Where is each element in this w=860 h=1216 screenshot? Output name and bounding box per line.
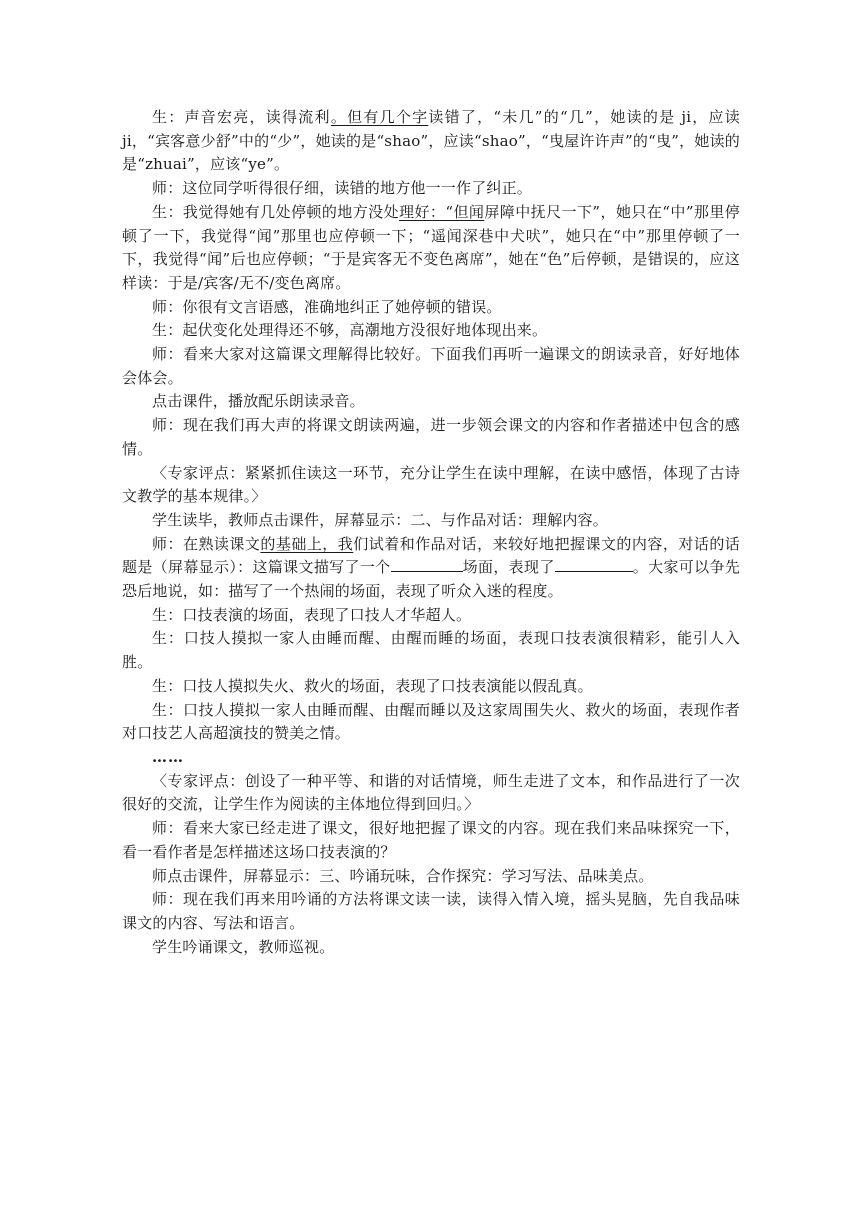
fill-in-blank [391, 556, 463, 572]
paragraph: 师：看来大家对这篇课文理解得比较好。下面我们再听一遍课文的朗读录音，好好地体会体会。 [122, 345, 740, 387]
underlined-text: 的基础上，我 [260, 534, 354, 553]
paragraph: 生：口技表演的场面，表现了口技人才华超人。 [152, 605, 472, 624]
text-run: 屏障中抚尺一下”，她只在“中”那里停顿了一下，我觉得“闻”那里也应停顿一下；“遥闻深巷中犬吠”，她只在“中”那里停顿了一下，我觉得“闻”后也应停顿；“于是宾客无不变色离席”，她在“色”后停顿，是错误的，应这样读：于是/宾客/无不/变色离席。 [122, 202, 741, 292]
text-run: 场面，表现了 [462, 558, 555, 577]
paragraph: 师：你很有文言语感，准确地纠正了她停顿的错误。 [152, 297, 502, 316]
paragraph-student-reading-errors [122, 106, 740, 177]
paragraph: 生：起伏变化处理得还不够，高潮地方没很好地体现出来。 [152, 321, 548, 340]
text-run: 们试着和作品对话，来较好地把握课文的内容，对话的话题是（屏幕显示）：这篇课文描写了一个 [122, 534, 740, 577]
paragraph-student-pause-errors [122, 201, 740, 296]
text-run: 读错了，“未几”的“几”，她读的是 ji，应读 ji，“宾客意少舒”中的“少”，她读的是“shao”，应读“shao”，“曳屋许许声”的“曳”，她读的是“zhuai”，应该“ye”。 [122, 108, 740, 174]
paragraph: 生：口技人摸拟一家人由睡而醒、由醒而睡的场面，表现口技表演很精彩，能引人入胜。 [122, 629, 740, 672]
text-run: 师：在熟读课文 [152, 534, 261, 553]
paragraph: 点击课件，播放配乐朗读录音。 [152, 392, 365, 411]
paragraph: 师：这位同学听得很仔细，读错的地方他一一作了纠正。 [152, 179, 533, 198]
text-run: 生：声音宏亮，读得流利 [152, 108, 331, 126]
paragraph: 生：口技人摸拟失火、救火的场面，表现了口技表演能以假乱真。 [152, 676, 593, 695]
paragraph: 师：现在我们再来用吟诵的方法将课文读一读，读得入情入境，摇头晃脑，先自我品味课文的内容、写法和语言。 [122, 890, 740, 932]
expert-comment: 〈专家评点：紧紧抓住读这一环节，充分让学生在读中理解，在读中感悟，体现了古诗文教学的基本规律。〉 [122, 463, 740, 506]
paragraph: 学生读毕，教师点击课件，屏幕显示：二、与作品对话：理解内容。 [152, 510, 609, 529]
expert-comment: 〈专家评点：创设了一种平等、和谐的对话情境，师生走进了文本，和作品进行了一次很好的交流，让学生作为阅读的主体地位得到回归。〉 [122, 771, 740, 814]
paragraph: 师点击课件，屏幕显示：三、吟诵玩味，合作探究：学习写法、品味美点。 [152, 866, 654, 885]
paragraph: 生：口技人摸拟一家人由睡而醒、由醒而睡以及这家周围失火、救火的场面，表现作者对口技艺人高超演技的赞美之情。 [122, 700, 740, 743]
fill-in-blank [555, 556, 633, 572]
paragraph-dialogue-topic [122, 533, 740, 604]
text-run: 生：我觉得她有几处停顿的地方没处 [152, 202, 400, 221]
ellipsis: …… [152, 747, 184, 766]
paragraph: 师：看来大家已经走进了课文，很好地把握了课文的内容。现在我们来品味探究一下，看一看作者是怎样描述这场口技表演的？ [122, 819, 740, 861]
underlined-text: 。但有几个字 [330, 108, 429, 126]
document-body [122, 106, 740, 959]
paragraph: 学生吟诵课文，教师巡视。 [152, 937, 335, 956]
text-run: 。大家可以争先恐后地说，如：描写了一个热闹的场面，表现了听众入迷的程度。 [122, 558, 740, 601]
underlined-text: 理好：“但闻 [399, 202, 485, 221]
paragraph: 师：现在我们再大声的将课文朗读两遍，进一步领会课文的内容和作者描述中包含的感情。 [122, 416, 740, 458]
